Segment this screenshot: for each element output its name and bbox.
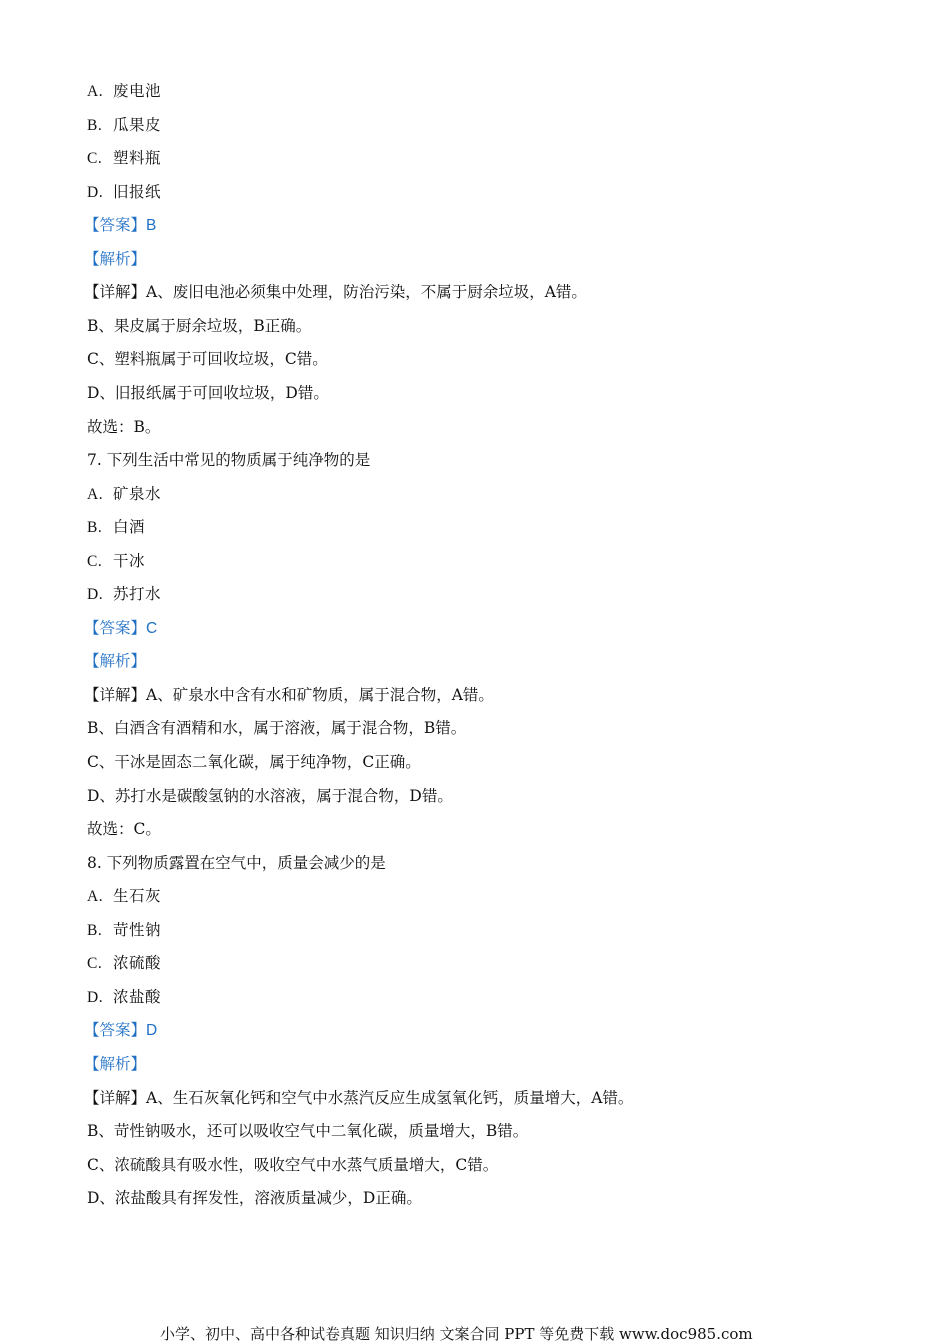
detail-text: A、废旧电池必须集中处理，防治污染，不属于厨余垃圾，A错。: [146, 283, 587, 301]
option-text: 苛性钠: [113, 921, 162, 939]
analysis-heading: [84, 1054, 146, 1074]
option-text: 白酒: [113, 518, 146, 536]
option-key: B.: [87, 519, 103, 536]
option-text: 废电池: [113, 82, 162, 100]
option-line: [87, 517, 145, 538]
detail-line: [84, 685, 494, 705]
option-line: [87, 584, 161, 605]
option-line: [87, 920, 161, 941]
option-line: [87, 484, 161, 505]
answer-label: 【答案】: [84, 619, 147, 637]
option-key: C.: [87, 150, 103, 167]
detail-label: 【详解】: [84, 686, 147, 704]
option-key: D.: [87, 184, 104, 201]
question-stem: 8. 下列物质露置在空气中，质量会减少的是: [87, 854, 386, 872]
answer-line: [84, 618, 157, 639]
option-key: D.: [87, 586, 104, 603]
option-text: 矿泉水: [113, 485, 162, 503]
answer-label: 【答案】: [84, 216, 147, 234]
option-text: 苏打水: [113, 585, 162, 603]
option-text: 浓盐酸: [113, 988, 162, 1006]
answer-value: D: [146, 1022, 158, 1039]
option-line: [87, 148, 161, 169]
explanation-line: 故选：C。: [87, 820, 161, 838]
option-line: [87, 551, 145, 572]
analysis-label: 【解析】: [84, 652, 147, 670]
explanation-line: B、苛性钠吸水，还可以吸收空气中二氧化碳，质量增大，B错。: [87, 1122, 529, 1140]
option-key: D.: [87, 989, 104, 1006]
detail-line: [84, 1088, 633, 1108]
detail-line: [84, 282, 587, 302]
explanation-line: C、塑料瓶属于可回收垃圾，C错。: [87, 350, 328, 368]
option-key: A.: [87, 888, 104, 905]
option-text: 干冰: [113, 552, 146, 570]
option-key: B.: [87, 922, 103, 939]
analysis-label: 【解析】: [84, 1055, 147, 1073]
option-key: C.: [87, 955, 103, 972]
option-line: [87, 115, 161, 136]
detail-text: A、矿泉水中含有水和矿物质，属于混合物，A错。: [146, 686, 494, 704]
explanation-line: C、浓硫酸具有吸水性，吸收空气中水蒸气质量增大，C错。: [87, 1156, 499, 1174]
option-key: A.: [87, 83, 104, 100]
option-line: [87, 81, 161, 102]
option-text: 生石灰: [113, 887, 162, 905]
option-key: B.: [87, 117, 103, 134]
option-text: 浓硫酸: [113, 954, 162, 972]
footer-note: 小学、初中、高中各种试卷真题 知识归纳 文案合同 PPT 等免费下载 www.doc985.com: [160, 1325, 753, 1343]
detail-label: 【详解】: [84, 1089, 147, 1107]
answer-line: [84, 215, 156, 236]
option-line: [87, 987, 161, 1008]
analysis-label: 【解析】: [84, 250, 147, 268]
option-key: C.: [87, 553, 103, 570]
detail-label: 【详解】: [84, 283, 147, 301]
explanation-line: D、苏打水是碳酸氢钠的水溶液，属于混合物，D错。: [87, 787, 453, 805]
answer-line: [84, 1020, 157, 1041]
option-line: [87, 886, 161, 907]
explanation-line: D、旧报纸属于可回收垃圾，D错。: [87, 384, 329, 402]
option-line: [87, 182, 161, 203]
analysis-heading: [84, 651, 146, 671]
answer-value: B: [146, 217, 157, 234]
explanation-line: D、浓盐酸具有挥发性，溶液质量减少，D正确。: [87, 1189, 422, 1207]
explanation-line: B、白酒含有酒精和水，属于溶液，属于混合物，B错。: [87, 719, 467, 737]
option-text: 瓜果皮: [113, 116, 162, 134]
explanation-line: B、果皮属于厨余垃圾，B正确。: [87, 317, 312, 335]
explanation-line: 故选：B。: [87, 418, 161, 436]
option-text: 旧报纸: [113, 183, 162, 201]
explanation-line: C、干冰是固态二氧化碳，属于纯净物，C正确。: [87, 753, 421, 771]
option-text: 塑料瓶: [113, 149, 162, 167]
answer-value: C: [146, 620, 158, 637]
option-line: [87, 953, 161, 974]
option-key: A.: [87, 486, 104, 503]
detail-text: A、生石灰氧化钙和空气中水蒸汽反应生成氢氧化钙，质量增大，A错。: [146, 1089, 634, 1107]
question-stem: 7. 下列生活中常见的物质属于纯净物的是: [87, 451, 371, 469]
answer-label: 【答案】: [84, 1021, 147, 1039]
analysis-heading: [84, 249, 146, 269]
